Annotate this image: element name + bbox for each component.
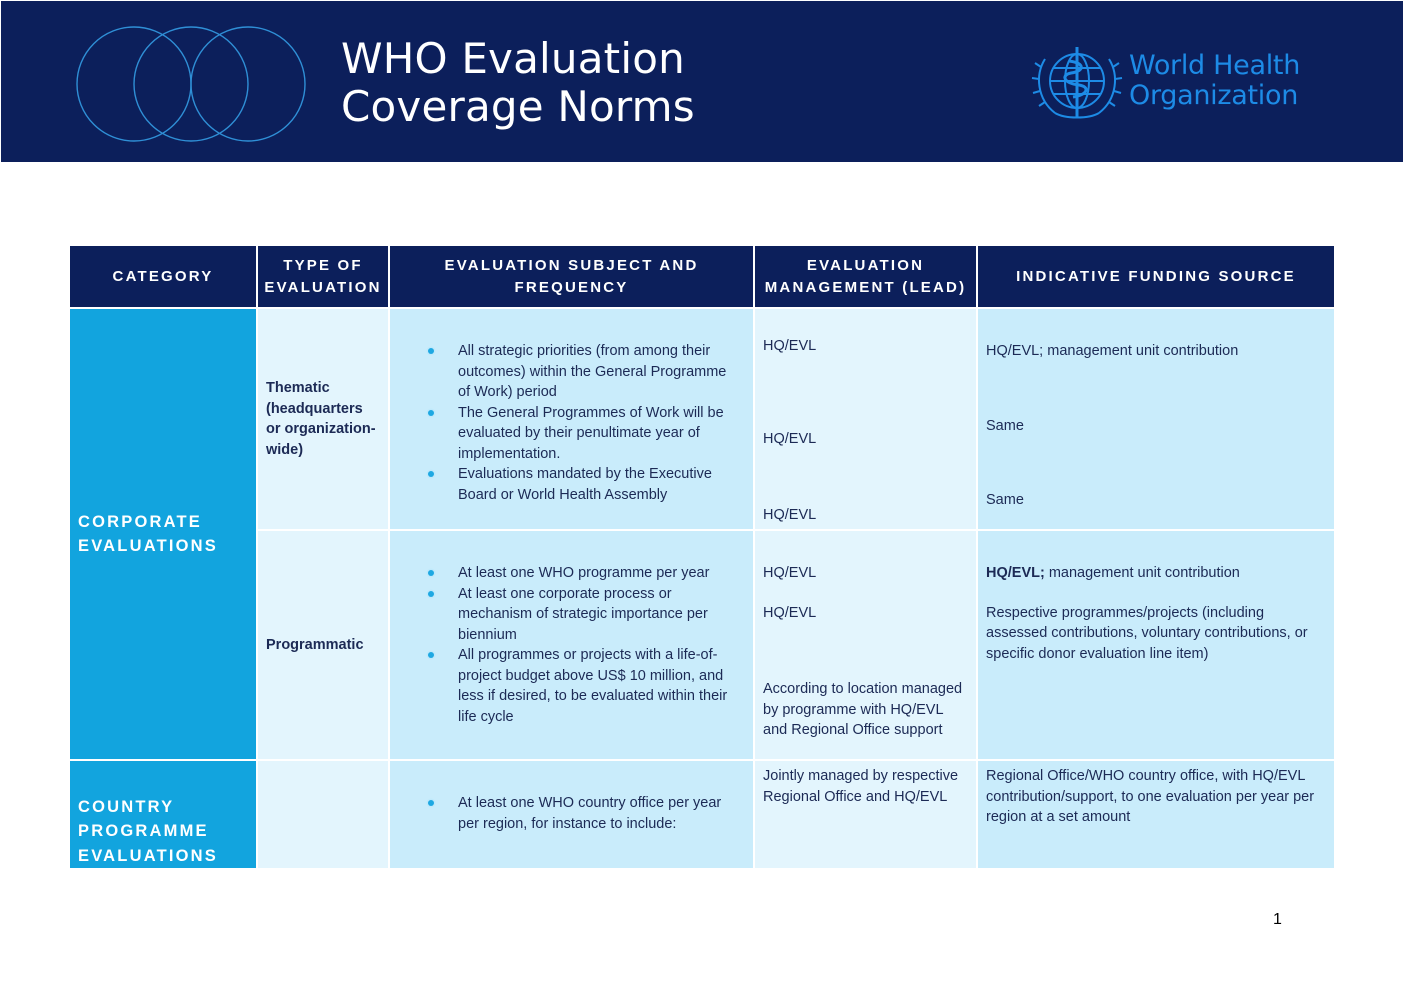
funding-thematic-1: HQ/EVL; management unit contribution <box>986 343 1239 359</box>
funding-country <box>977 760 1334 868</box>
title-line-1: WHO Evaluation <box>341 34 685 83</box>
page-number: 1 <box>1273 911 1282 928</box>
interlocking-circles-icon <box>1 1 321 161</box>
who-emblem-icon <box>1031 41 1123 123</box>
header-subject-line-2: FREQUENCY <box>514 278 629 296</box>
category-corporate-line-1: CORPORATE <box>78 512 202 531</box>
list-item: Evaluations mandated by the Executive Board or World Health Assembly <box>458 464 741 505</box>
management-programmatic-3: According to location managed by programme with HQ/EVL and Regional Office support <box>763 681 963 738</box>
header-management-lead <box>754 246 977 308</box>
header-subject-frequency <box>389 246 754 308</box>
subject-country-list <box>398 793 745 834</box>
who-wordmark-line-2: Organization <box>1129 80 1299 111</box>
header-funding-source: INDICATIVE FUNDING SOURCE <box>977 246 1334 308</box>
header-type-of-evaluation <box>257 246 389 308</box>
funding-thematic-2: Same <box>986 417 1024 434</box>
subject-thematic <box>389 308 754 530</box>
category-country-line-1: COUNTRY <box>78 797 175 816</box>
header-management-line-2: MANAGEMENT (LEAD) <box>764 278 967 296</box>
category-country-programme-evaluations <box>70 760 257 868</box>
list-item: At least one corporate process or mechanism of strategic importance per biennium <box>458 584 741 646</box>
header-subject-line-1: EVALUATION SUBJECT AND <box>444 256 699 274</box>
table-row-thematic <box>70 308 1334 530</box>
management-country-1: Jointly managed by respective Regional Office and HQ/EVL <box>763 768 959 805</box>
funding-programmatic-1-strong: HQ/EVL; <box>986 565 1045 581</box>
header-banner <box>1 1 1403 162</box>
table-row-programmatic <box>70 530 1334 760</box>
category-country-line-3: EVALUATIONS <box>78 846 219 865</box>
header-type-line-2: EVALUATION <box>264 278 382 296</box>
subject-country <box>389 760 754 868</box>
management-thematic-2: HQ/EVL <box>763 430 817 447</box>
header-management-line-1: EVALUATION <box>806 256 925 274</box>
list-item: The General Programmes of Work will be evaluated by their penultimate year of implementation. <box>458 403 741 465</box>
management-thematic <box>754 308 977 530</box>
who-wordmark <box>1129 51 1300 111</box>
type-country <box>257 760 389 868</box>
management-thematic-3: HQ/EVL <box>763 507 817 523</box>
type-programmatic: Programmatic <box>257 530 389 760</box>
coverage-norms-table <box>70 246 1334 868</box>
management-programmatic-1: HQ/EVL <box>763 565 817 581</box>
funding-thematic-3: Same <box>986 492 1024 508</box>
subject-programmatic <box>389 530 754 760</box>
header-type-line-1: TYPE OF <box>283 256 363 274</box>
list-item: At least one WHO country office per year per region, for instance to include: <box>458 793 741 834</box>
funding-programmatic <box>977 530 1334 760</box>
management-thematic-1: HQ/EVL <box>763 338 817 354</box>
funding-programmatic-2: Respective programmes/projects (including assessed contributions, voluntary contributions, or specific donor evaluation line item) <box>986 604 1308 662</box>
who-logo <box>1031 41 1331 125</box>
category-country-line-2: PROGRAMME <box>78 822 209 840</box>
table-header-row <box>70 246 1334 308</box>
header-category: CATEGORY <box>70 246 257 308</box>
table-row-country <box>70 760 1334 868</box>
category-corporate-line-2: EVALUATIONS <box>78 537 219 555</box>
management-programmatic <box>754 530 977 760</box>
list-item: All strategic priorities (from among their outcomes) within the General Programme of Work) period <box>458 341 741 403</box>
document-title <box>341 35 695 131</box>
title-line-2: Coverage Norms <box>341 82 695 131</box>
who-wordmark-line-1: World Health <box>1129 50 1301 81</box>
management-programmatic-2: HQ/EVL <box>763 604 817 621</box>
funding-programmatic-1 <box>986 563 1326 584</box>
subject-thematic-list <box>398 341 745 505</box>
subject-programmatic-list <box>398 563 745 727</box>
type-thematic: Thematic (headquarters or organization-wide) <box>257 308 389 530</box>
funding-programmatic-1-rest: management unit contribution <box>1044 565 1240 581</box>
category-corporate-evaluations <box>70 308 257 760</box>
list-item: At least one WHO programme per year <box>458 563 741 584</box>
management-country <box>754 760 977 868</box>
funding-country-1: Regional Office/WHO country office, with HQ/EVL contribution/support, to one evaluation per year per region at a set amount <box>986 768 1315 825</box>
funding-thematic <box>977 308 1334 530</box>
list-item: All programmes or projects with a life-of-project budget above US$ 10 million, and less if desired, to be evaluated within their life cycle <box>458 645 741 727</box>
